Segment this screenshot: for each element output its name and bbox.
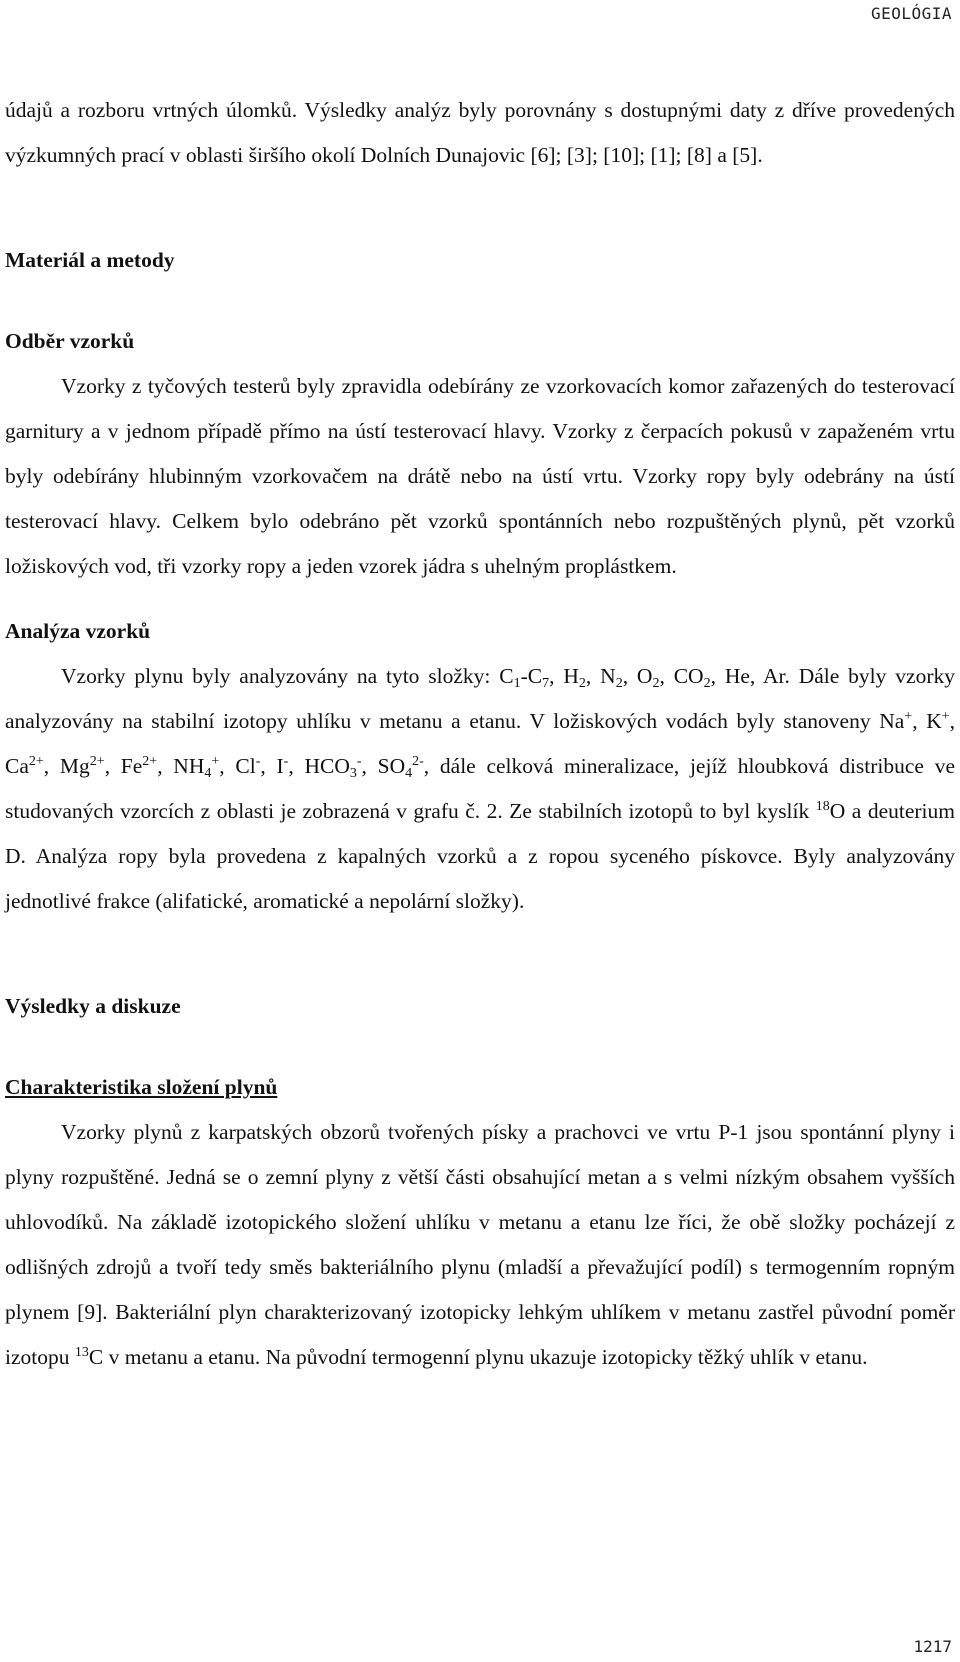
sampling-paragraph: Vzorky z tyčových testerů byly zpravidla odebírány ze vzorkovacích komor zařazených do testerovací garnitury a v jednom případě přímo na ústí testerovací hlavy. Vzorky z čerpacích pokusů v zapaženém vrtu byly odebírány hlubinným vzorkovačem na drátě nebo na ústí vrtu. Vzorky ropy byly odebrány na ústí testerovací hlavy. Celkem bylo odebráno pět vzorků spontánních nebo rozpuštěných plynů, pět vzorků ložiskových vod, tři vzorky ropy a jeden vzorek jádra s uhelným proplástkem. [5,374,955,578]
intro-paragraph: údajů a rozboru vrtných úlomků. Výsledky analýz byly porovnány s dostupnými daty z dříve provedených výzkumných prací v oblasti širšího okolí Dolních Dunajovic [6]; [3]; [10]; [1]; [8] a [5]. [5,98,955,167]
analysis-paragraph: Vzorky plynu byly analyzovány na tyto složky: $C_1-C_7$, $H_2$, $N_2$, $O_2$, $CO_2$, He, Ar. Dále byly vzorky analyzovány na stabilní izotopy uhlíku v metanu a etanu. V ložiskových vodách byly stanoveny Na+, K+, $Ca^{2+}$, $Mg^{2+}$, $Fe^{2+}$, $NH_4^+$, Cl-, I-, $HCO_3^-$, $SO_4^{2-}$, dále celková mineralizace, jejíž hloubková distribuce ve studovaných vzorcích z oblasti je zobrazená v grafu č. 2. Ze stabilních izotopů to byl kyslík $^{18}$O a deuterium D. Analýza ropy byla provedena z kapalných vzorků a z ropou syceného pískovce. Byly analyzovány jednotlivé frakce (alifatické, aromatické a nepolární složky). [5,664,956,913]
page-body [5,88,955,1380]
section-heading-materials: Materiál a metody [5,248,175,272]
subheading-gas-composition: Charakteristika složení plynů [5,1075,278,1099]
running-header: GEOLÓGIA [870,4,952,23]
subheading-sampling: Odběr vzorků [5,329,135,353]
section-heading-results: Výsledky a diskuze [5,994,181,1018]
subheading-analysis: Analýza vzorků [5,619,151,643]
page-number: 1217 [913,1637,952,1656]
gas-paragraph: Vzorky plynů z karpatských obzorů tvořených písky a prachovci ve vrtu P-1 jsou spontánní plyny i plyny rozpuštěné. Jedná se o zemní plyny z větší části obsahující metan a s velmi nízkým obsahem vyšších uhlovodíků. Na základě izotopického složení uhlíku v metanu a etanu lze říci, že obě složky pocházejí z odlišných zdrojů a tvoří tedy směs bakteriálního plynu (mladší a převažující podíl) s termogenním ropným plynem [9]. Bakteriální plyn charakterizovaný izotopicky lehkým uhlíkem v metanu zastřel původní poměr izotopu $^{13}$C v metanu a etanu. Na původní termogenní plynu ukazuje izotopicky těžký uhlík v etanu. [5,1120,955,1369]
